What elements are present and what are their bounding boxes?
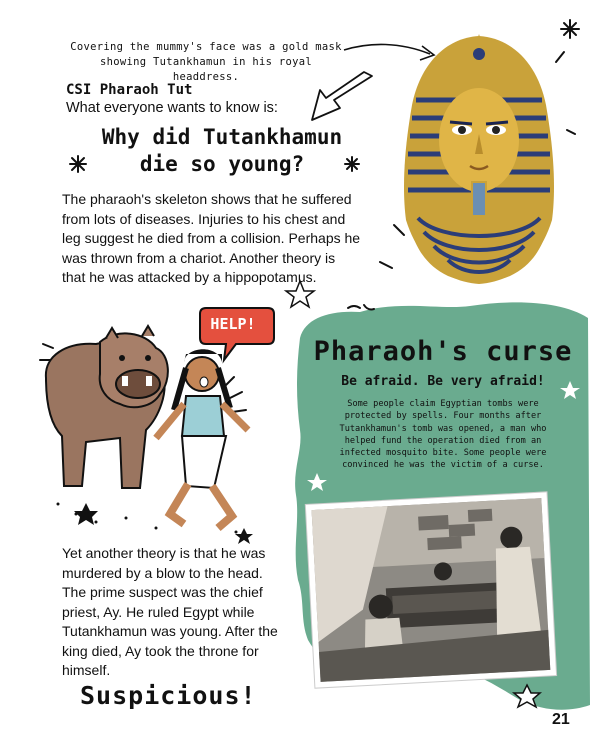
diseases-paragraph: The pharaoh's skeleton shows that he suffered from lots of diseases. Injuries to his chest and leg suggest he died from a collision. Perhaps he was thrown from a chariot. Another theory is that he was attacked by a hippopotamus. — [62, 191, 361, 285]
suspicious-exclamation: Suspicious! — [80, 681, 257, 710]
curse-subtitle: Be afraid. Be very afraid! — [341, 374, 545, 389]
star-icon — [458, 712, 478, 730]
asterisk-icon — [70, 156, 86, 172]
help-text: HELP! — [210, 315, 256, 333]
question-heading: Why did Tutankhamun die so young? — [101, 125, 343, 176]
csi-heading: CSI Pharaoh Tut — [66, 82, 193, 98]
page-number: 21 — [552, 711, 570, 728]
murder-theory-paragraph: Yet another theory is that he was murdered by a blow to the head. The prime suspect was the chief priest, Ay. He ruled Egypt while Tutankhamun was young. After the king died, Ay took the throne for himself. — [62, 545, 278, 678]
mask-caption: Covering the mummy's face was a gold mask showing Tutankhamun in his royal headdress. — [70, 41, 342, 83]
curse-title: Pharaoh's curse — [313, 336, 573, 367]
gold-mask-image — [390, 30, 568, 288]
tomb-excavation-photo — [302, 486, 560, 696]
curse-body: Some people claim Egyptian tombs were protected by spells. Four months after Tutankhamun's tomb was opened, a man who helped fund the operation died from an infected mosquito bite. Some people were convinced he was the victim of a curse. — [339, 399, 547, 471]
help-speech-bubble — [196, 304, 276, 364]
csi-intro: What everyone wants to know is: — [66, 100, 278, 116]
